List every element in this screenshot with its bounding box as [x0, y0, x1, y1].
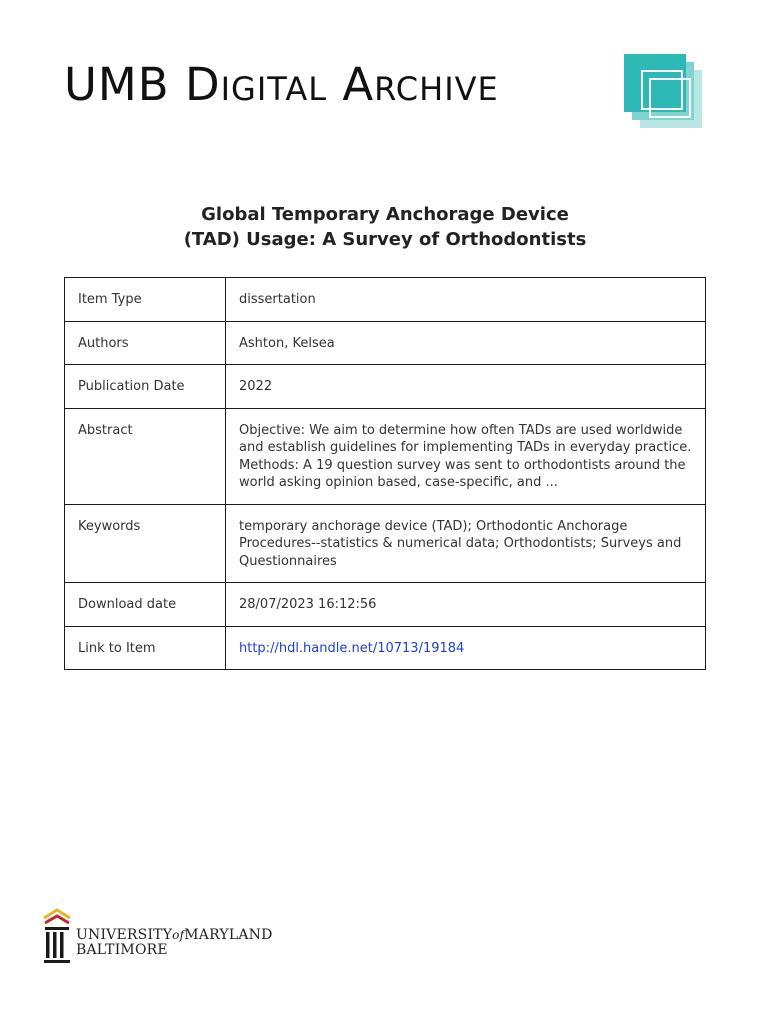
row-label: Keywords — [65, 504, 226, 583]
row-value: Ashton, Kelsea — [226, 321, 706, 365]
layered-squares-icon — [622, 52, 706, 132]
row-label: Authors — [65, 321, 226, 365]
table-row — [65, 408, 706, 504]
keywords-text: temporary anchorage device (TAD); Orthodontic Anchorage Procedures--statistics & numerical data; Orthodontists; Surveys and Questionnaires — [226, 504, 706, 583]
table-row — [65, 626, 706, 670]
table-row — [65, 321, 706, 365]
university-city: BALTIMORE — [76, 942, 168, 958]
archive-title — [64, 58, 499, 111]
university-state: MARYLAND — [184, 927, 273, 943]
row-value: dissertation — [226, 278, 706, 322]
metadata-table — [64, 277, 706, 670]
table-row — [65, 365, 706, 409]
table-row — [65, 583, 706, 627]
row-label: Item Type — [65, 278, 226, 322]
archive-title-digital: Digital — [184, 58, 328, 111]
link-cell — [226, 626, 706, 670]
row-label: Link to Item — [65, 626, 226, 670]
document-title-line2: (TAD) Usage: A Survey of Orthodontists — [183, 229, 587, 250]
download-date: 28/07/2023 16:12:56 — [226, 583, 706, 627]
row-label: Publication Date — [65, 365, 226, 409]
document-title-line1: Global Temporary Anchorage Device — [201, 204, 569, 225]
item-link[interactable]: http://hdl.handle.net/10713/19184 — [239, 640, 465, 656]
university-word: UNIVERSITY — [76, 927, 173, 943]
table-row — [65, 504, 706, 583]
abstract-text: Objective: We aim to determine how often TADs are used worldwide and establish guidelines for implementing TADs in everyday practice. Methods: A 19 question survey was sent to orthodontists around the world asking opinion based, case-specific, and ... — [226, 408, 706, 504]
university-of: of — [172, 928, 185, 942]
university-columns-icon — [42, 908, 72, 966]
document-title — [0, 202, 770, 252]
row-label: Abstract — [65, 408, 226, 504]
university-logo — [42, 908, 292, 968]
row-label: Download date — [65, 583, 226, 627]
archive-header — [64, 58, 714, 138]
archive-title-umb: UMB — [64, 58, 170, 111]
row-value: 2022 — [226, 365, 706, 409]
table-row — [65, 278, 706, 322]
archive-title-archive: Archive — [342, 58, 499, 111]
university-name — [76, 928, 273, 957]
